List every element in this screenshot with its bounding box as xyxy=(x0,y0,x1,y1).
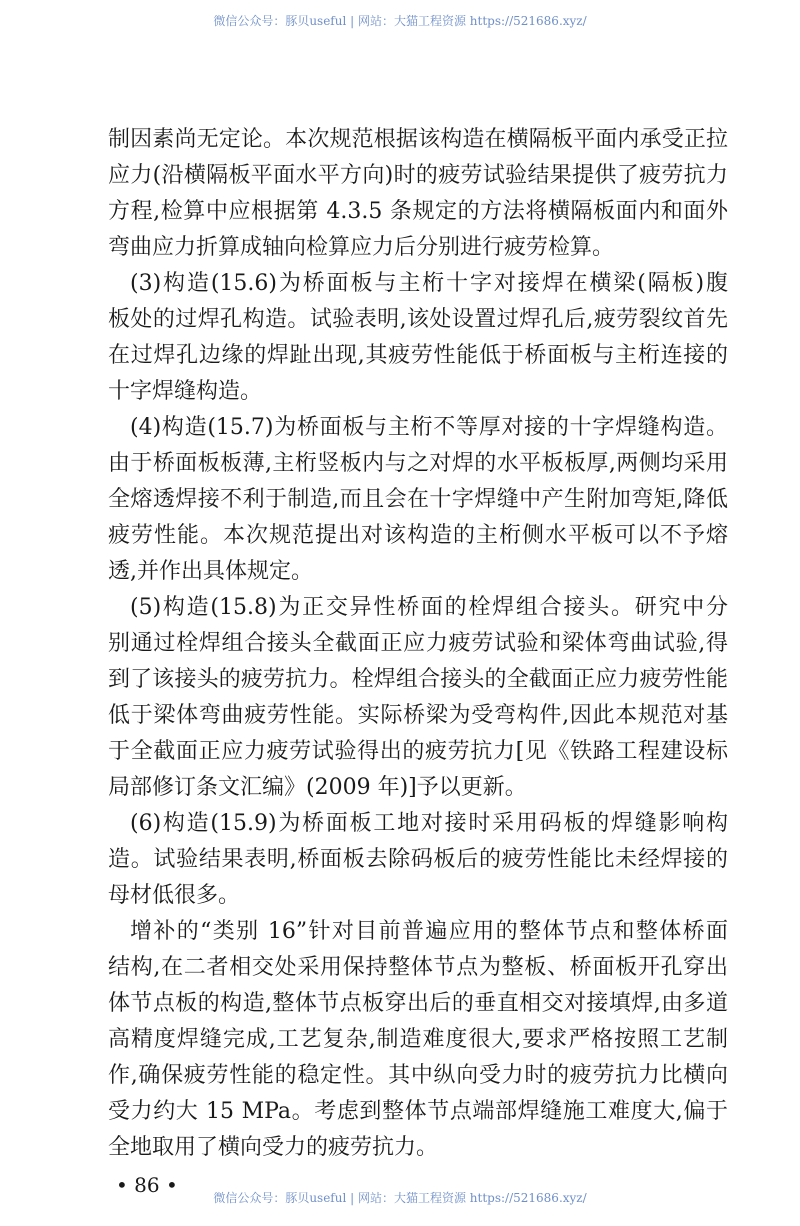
watermark-footer: 微信公众号：豚贝useful | 网站：大猫工程资源 https://521686.xyz/ xyxy=(213,1191,587,1205)
text-line: 全熔透焊接不利于制造,而且会在十字焊缝中产生附加弯矩,降低 xyxy=(108,487,728,512)
paragraph-start-line: (5)构造(15.8)为正交异性桥面的栓焊组合接头。研究中分 xyxy=(130,595,728,620)
text-line: 弯曲应力折算成轴向检算应力后分别进行疲劳检算。 xyxy=(108,235,615,260)
paragraph-start-line: (3)构造(15.6)为桥面板与主桁十字对接焊在横梁(隔板)腹 xyxy=(130,271,728,296)
text-line: 造。试验结果表明,桥面板去除码板后的疲劳性能比未经焊接的 xyxy=(108,847,728,872)
text-line: 别通过栓焊组合接头全截面正应力疲劳试验和梁体弯曲试验,得 xyxy=(108,631,728,656)
text-line: 结构,在二者相交处采用保持整体节点为整板、桥面板开孔穿出 xyxy=(108,955,728,980)
document-body xyxy=(108,122,728,1166)
text-line: 十字焊缝构造。 xyxy=(108,379,263,404)
text-line: 到了该接头的疲劳抗力。栓焊组合接头的全截面正应力疲劳性能 xyxy=(108,667,728,692)
text-line: 透,并作出具体规定。 xyxy=(108,559,313,584)
text-line: 于全截面正应力疲劳试验得出的疲劳抗力[见《铁路工程建设标 xyxy=(108,739,728,764)
text-line: 疲劳性能。本次规范提出对该构造的主桁侧水平板可以不予熔 xyxy=(108,523,728,548)
text-line: 作,确保疲劳性能的稳定性。其中纵向受力时的疲劳抗力比横向 xyxy=(108,1063,728,1088)
text-line: 方程,检算中应根据第 4.3.5 条规定的方法将横隔板面内和面外 xyxy=(108,199,728,224)
text-line: 母材低很多。 xyxy=(108,883,241,908)
paragraph-start-line: (6)构造(15.9)为桥面板工地对接时采用码板的焊缝影响构 xyxy=(130,811,728,836)
page-number: • 86 • xyxy=(116,1173,178,1197)
text-line: 局部修订条文汇编》(2009 年)]予以更新。 xyxy=(108,775,527,800)
watermark-header: 微信公众号：豚贝useful | 网站：大猫工程资源 https://521686.xyz/ xyxy=(213,14,587,28)
text-line: 应力(沿横隔板平面水平方向)时的疲劳试验结果提供了疲劳抗力 xyxy=(108,163,728,188)
text-line: 制因素尚无定论。本次规范根据该构造在横隔板平面内承受正拉 xyxy=(108,127,728,152)
text-line: 体节点板的构造,整体节点板穿出后的垂直相交对接填焊,由多道 xyxy=(108,991,728,1016)
text-line: 板处的过焊孔构造。试验表明,该处设置过焊孔后,疲劳裂纹首先 xyxy=(108,307,728,332)
paragraph-start-line: 增补的“类别 16”针对目前普遍应用的整体节点和整体桥面 xyxy=(130,919,728,944)
paragraph-start-line: (4)构造(15.7)为桥面板与主桁不等厚对接的十字焊缝构造。 xyxy=(130,415,728,440)
text-line: 由于桥面板板薄,主桁竖板内与之对焊的水平板板厚,两侧均采用 xyxy=(108,451,728,476)
text-line: 受力约大 15 MPa。考虑到整体节点端部焊缝施工难度大,偏于 xyxy=(108,1099,728,1124)
text-line: 在过焊孔边缘的焊趾出现,其疲劳性能低于桥面板与主桁连接的 xyxy=(108,343,728,368)
text-line: 低于梁体弯曲疲劳性能。实际桥梁为受弯构件,因此本规范对基 xyxy=(108,703,728,728)
text-line: 全地取用了横向受力的疲劳抗力。 xyxy=(108,1135,439,1160)
text-line: 高精度焊缝完成,工艺复杂,制造难度很大,要求严格按照工艺制 xyxy=(108,1027,728,1052)
